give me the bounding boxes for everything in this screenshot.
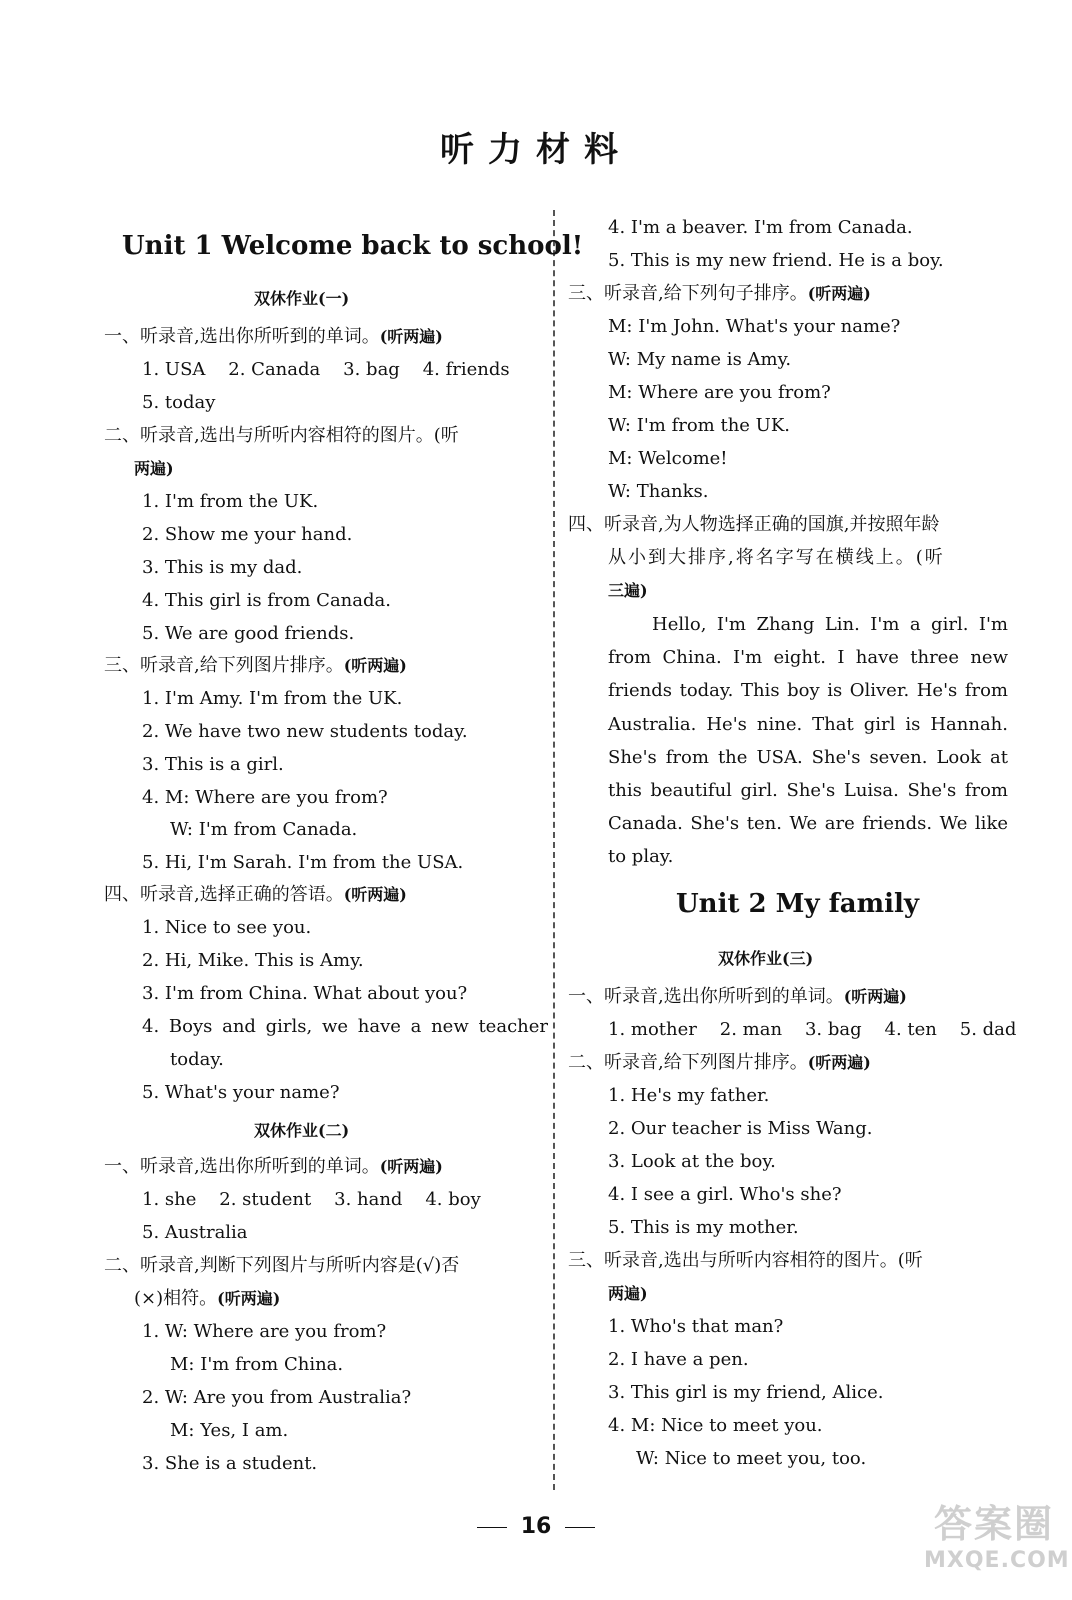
list-item: 3. She is a student.	[142, 1453, 318, 1474]
list-item: 1. Nice to see you.	[142, 917, 312, 938]
question-4-instruction: 四、听录音,为人物选择正确的国旗,并按照年龄	[568, 514, 940, 535]
question-3-instruction: 三、听录音,给下列句子排序。(听两遍)	[568, 283, 871, 304]
list-item: 2. I have a pen.	[608, 1349, 749, 1370]
page-number: 16	[0, 1514, 1072, 1539]
list-item: 3. This is my dad.	[142, 557, 303, 578]
list-item: 4. Boys and girls, we have a new teacher	[142, 1016, 549, 1037]
question-3-instruction: 三、听录音,选出与所听内容相符的图片。(听	[568, 1250, 923, 1271]
question-2-instruction: 二、听录音,判断下列图片与所听内容是(√)否	[104, 1255, 460, 1276]
list-item: 1. I'm from the UK.	[142, 491, 319, 512]
unit-2-title: Unit 2 My family	[676, 889, 920, 919]
question-1-words: 1. USA 2. Canada 3. bag 4. friends	[142, 359, 510, 380]
list-item: 2. Hi, Mike. This is Amy.	[142, 950, 364, 971]
list-item: 2. Our teacher is Miss Wang.	[608, 1118, 873, 1139]
list-item-cont: today.	[170, 1049, 224, 1070]
list-item: 2. We have two new students today.	[142, 721, 468, 742]
list-item: 4. This girl is from Canada.	[142, 590, 391, 611]
list-item: 3. I'm from China. What about you?	[142, 983, 468, 1004]
watermark-mark: 答案圈	[933, 1502, 1054, 1546]
question-1-instruction: 一、听录音,选出你所听到的单词。(听两遍)	[104, 326, 443, 347]
question-1-words-cont: 5. Australia	[142, 1222, 248, 1243]
question-1-instruction: 一、听录音,选出你所听到的单词。(听两遍)	[568, 986, 907, 1007]
list-item: 1. Who's that man?	[608, 1316, 784, 1337]
list-item: 3. Look at the boy.	[608, 1151, 776, 1172]
question-4-instruction: 四、听录音,选择正确的答语。(听两遍)	[104, 884, 407, 905]
list-item: 4. M: Nice to meet you.	[608, 1415, 823, 1436]
dialogue-line: M: Where are you from?	[608, 382, 831, 403]
watermark-logo	[924, 1500, 1070, 1590]
question-2-instruction: 二、听录音,给下列图片排序。(听两遍)	[568, 1052, 871, 1073]
list-item: 1. I'm Amy. I'm from the UK.	[142, 688, 403, 709]
listening-passage: Hello, I'm Zhang Lin. I'm a girl. I'm from China. I'm eight. I have three new friends today. This boy is Oliver. He's from Australia. He's nine. That girl is Hannah. She's from the USA. She's seven. Look at this beautiful girl. She's Luisa. She's from Canada. She's ten. We are friends. We like to play.	[608, 614, 1008, 868]
list-item: 2. W: Are you from Australia?	[142, 1387, 412, 1408]
question-4-instruction-line2: 从小到大排序,将名字写在横线上。(听	[608, 547, 945, 568]
list-item: 4. M: Where are you from?	[142, 787, 388, 808]
list-item-reply: M: Yes, I am.	[170, 1420, 289, 1441]
question-3-instruction-cont: 两遍)	[608, 1284, 648, 1303]
section-title-weekend-2: 双休作业(二)	[254, 1121, 350, 1140]
list-item: 1. W: Where are you from?	[142, 1321, 387, 1342]
question-1-words: 1. she 2. student 3. hand 4. boy	[142, 1189, 481, 1210]
list-item: 2. Show me your hand.	[142, 524, 353, 545]
list-item: 4. I'm a beaver. I'm from Canada.	[608, 217, 913, 238]
dialogue-line: W: I'm from the UK.	[608, 415, 791, 436]
question-4-instruction-cont: 三遍)	[608, 581, 648, 600]
question-1-instruction: 一、听录音,选出你所听到的单词。(听两遍)	[104, 1156, 443, 1177]
list-item-reply: W: I'm from Canada.	[170, 819, 358, 840]
list-item: 5. Hi, I'm Sarah. I'm from the USA.	[142, 852, 464, 873]
dialogue-line: M: Welcome!	[608, 448, 728, 469]
dialogue-line: W: My name is Amy.	[608, 349, 792, 370]
question-3-instruction: 三、听录音,给下列图片排序。(听两遍)	[104, 655, 407, 676]
question-2-instruction: 二、听录音,选出与所听内容相符的图片。(听	[104, 425, 459, 446]
section-title-weekend-3: 双休作业(三)	[718, 949, 814, 968]
question-1-words-cont: 5. today	[142, 392, 216, 413]
dialogue-line: W: Thanks.	[608, 481, 709, 502]
list-item: 5. This is my mother.	[608, 1217, 799, 1238]
list-item: 3. This girl is my friend, Alice.	[608, 1382, 884, 1403]
list-item: 5. We are good friends.	[142, 623, 355, 644]
unit-1-title: Unit 1 Welcome back to school!	[122, 231, 584, 261]
dialogue-line: M: I'm John. What's your name?	[608, 316, 901, 337]
question-2-instruction-cont: (×)相符。(听两遍)	[134, 1288, 281, 1309]
column-divider	[553, 210, 555, 1490]
list-item: 3. This is a girl.	[142, 754, 284, 775]
list-item-reply: W: Nice to meet you, too.	[636, 1448, 867, 1469]
list-item-reply: M: I'm from China.	[170, 1354, 344, 1375]
page-title: 听力材料	[440, 130, 632, 170]
watermark-url: MXQE.COM	[924, 1548, 1070, 1573]
question-2-instruction-cont: 两遍)	[134, 459, 174, 478]
list-item: 1. He's my father.	[608, 1085, 770, 1106]
list-item: 4. I see a girl. Who's she?	[608, 1184, 842, 1205]
question-1-words: 1. mother 2. man 3. bag 4. ten 5. dad	[608, 1019, 1017, 1040]
section-title-weekend-1: 双休作业(一)	[254, 289, 350, 308]
list-item: 5. This is my new friend. He is a boy.	[608, 250, 944, 271]
list-item: 5. What's your name?	[142, 1082, 340, 1103]
